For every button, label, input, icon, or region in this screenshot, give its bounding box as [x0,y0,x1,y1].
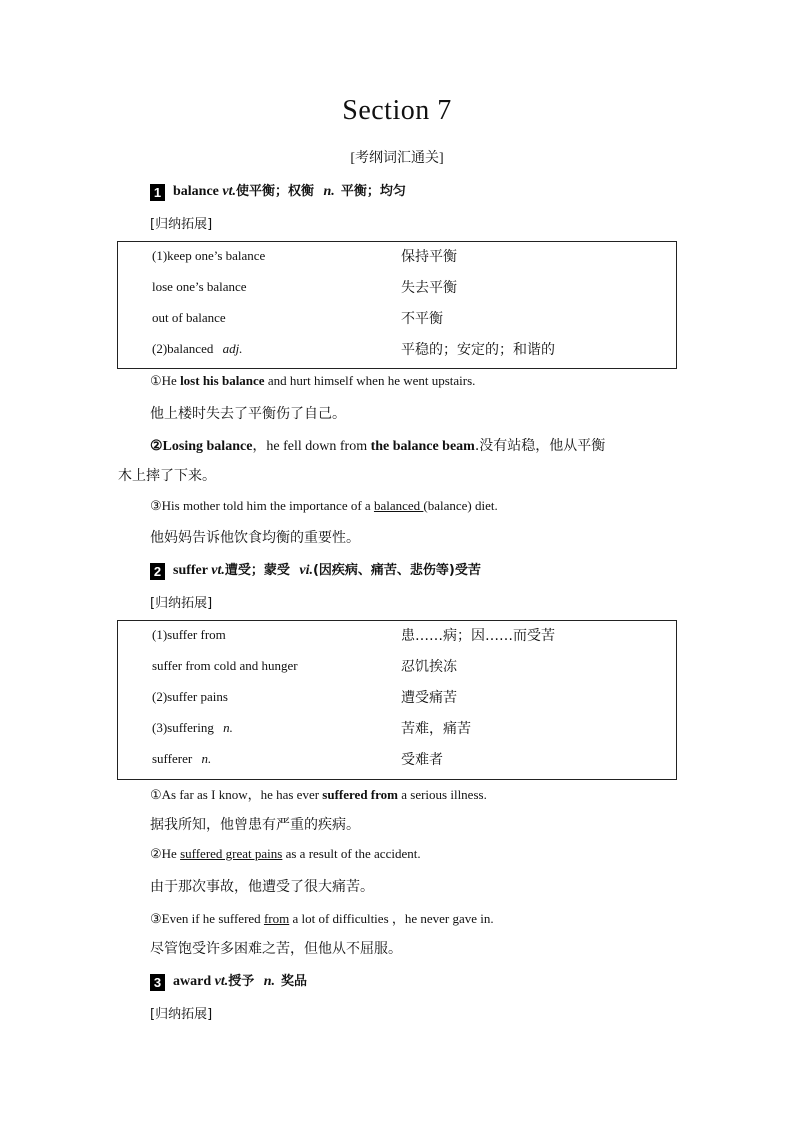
phrase-en: sufferer n. [152,751,212,766]
entry-definition: 授予 [228,974,255,989]
entry-pos: n. [263,974,276,989]
entry-definition: 遭受；蒙受 [224,563,290,578]
entry-number-badge: 1 [150,184,165,201]
table-row [118,304,676,335]
entry-number-badge: 3 [150,974,165,991]
phrase-en: (1)suffer from [152,627,226,642]
table-row [118,714,676,745]
entry-definition: 平衡；均匀 [340,184,406,199]
phrase-cn: 保持平衡 [401,249,457,265]
expansion-table [117,241,677,369]
expand-label: [归纳拓展] [150,1007,213,1022]
example-sentence: ③His mother told him the importance of a balanced (balance) diet. [150,498,498,513]
phrase-en: (2)suffer pains [152,689,228,704]
phrase-cn: 遭受痛苦 [401,690,457,706]
entry-pos: vt. [211,563,225,578]
entry-heading-suffer [150,559,481,580]
expansion-table [117,620,677,780]
example-sentence: ③Even if he suffered from a lot of difficulties ，he never gave in. [150,911,494,926]
entry-pos: vt. [222,184,236,199]
example-sentence: ②He suffered great pains as a result of the accident. [150,846,421,861]
entry-definition: (因疾病、痛苦、悲伤等)受苦 [312,563,481,578]
table-row [118,335,676,366]
table-row [118,745,676,776]
example-sentence: ②Losing balance，he fell down from the balance beam.没有站稳，他从平衡 [150,438,606,454]
entry-pos: vi. [299,563,313,578]
phrase-en: (3)suffering n. [152,720,233,735]
phrase-cn: 不平衡 [401,311,443,327]
example-continuation: 木上摔了下来。 [118,468,216,484]
table-row [118,652,676,683]
phrase-cn: 忍饥挨冻 [401,659,457,675]
phrase-cn: 患……病；因……而受苦 [401,628,555,644]
table-row [118,621,676,652]
phrase-en: (1)keep one’s balance [152,248,266,263]
table-row [118,683,676,714]
entry-definition: 奖品 [281,974,308,989]
entry-heading-balance [150,180,406,201]
entry-pos: vt. [214,974,229,989]
entry-definition: 使平衡；权衡 [236,184,315,199]
entry-word: suffer [173,563,208,578]
page-title: Section 7 [342,95,452,126]
example-sentence: ①He lost his balance and hurt himself when he went upstairs. [150,373,476,388]
phrase-cn: 失去平衡 [401,280,457,296]
phrase-en: (2)balanced adj. [152,341,243,356]
example-translation: 他上楼时失去了平衡伤了自己。 [150,406,346,422]
phrase-en: suffer from cold and hunger [152,658,298,673]
entry-number-badge: 2 [150,563,165,580]
example-translation: 据我所知，他曾患有严重的疾病。 [150,817,360,833]
expand-label: [归纳拓展] [150,596,213,611]
phrase-cn: 受难者 [401,752,443,768]
example-translation: 他妈妈告诉他饮食均衡的重要性。 [150,530,360,546]
example-translation: 尽管饱受许多困难之苦，但他从不屈服。 [150,941,402,957]
phrase-cn: 平稳的；安定的；和谐的 [401,342,555,358]
table-row [118,242,676,273]
entry-pos: n. [323,184,335,199]
table-row [118,273,676,304]
section-subtitle: [考纲词汇通关] [350,151,444,166]
example-sentence: ①As far as I know，he has ever suffered from a serious illness. [150,787,487,802]
phrase-cn: 苦难，痛苦 [401,721,471,737]
phrase-en: lose one’s balance [152,279,247,294]
entry-word: award [173,974,212,989]
entry-heading-award [150,970,307,991]
entry-word: balance [173,184,219,199]
phrase-en: out of balance [152,310,226,325]
expand-label: [归纳拓展] [150,217,213,232]
example-translation: 由于那次事故，他遭受了很大痛苦。 [150,879,374,895]
